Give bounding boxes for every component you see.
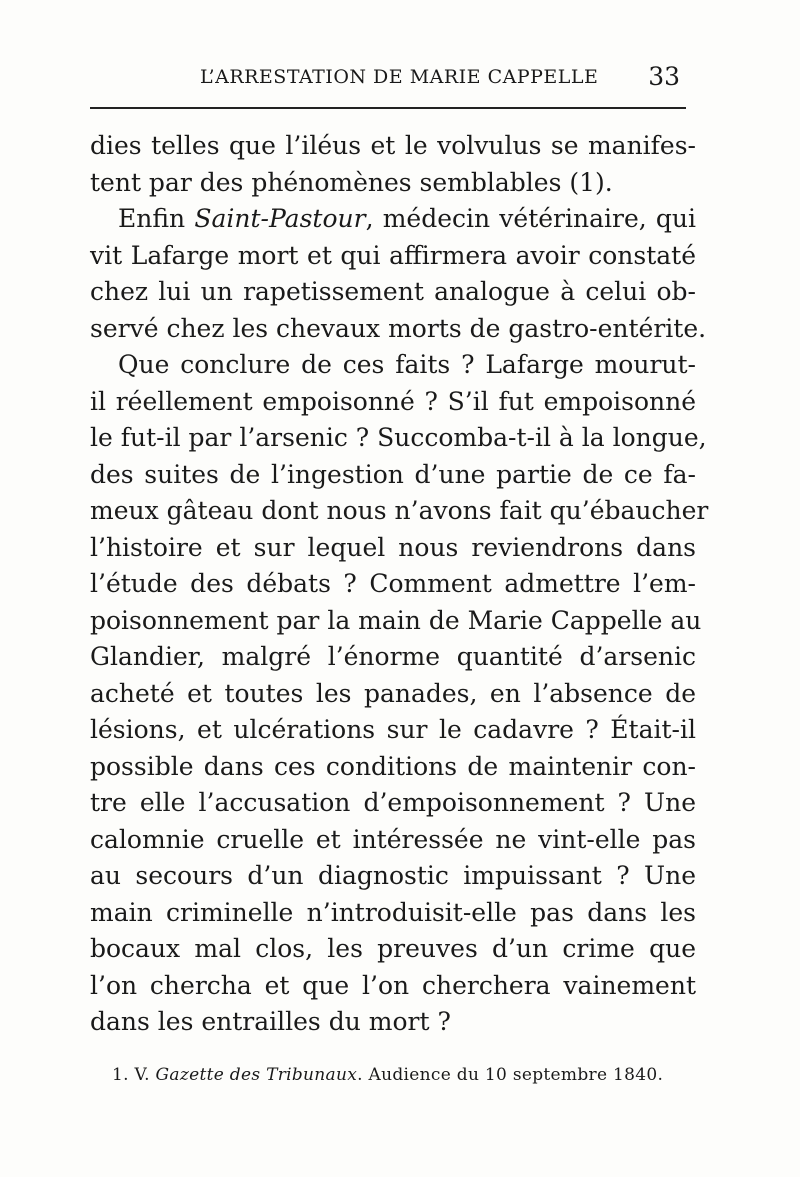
text-line: tre elle l’accusation d’empoisonnement ? Une xyxy=(90,788,696,817)
text-line: bocaux mal clos, les preuves d’un crime que xyxy=(90,934,696,963)
text-line: au secours d’un diagnostic impuissant ? Une xyxy=(90,861,696,890)
footnote-source: Gazette des Tribunaux xyxy=(155,1065,358,1085)
text-line: meux gâteau dont nous n’avons fait qu’ébaucher xyxy=(90,496,709,525)
body-text xyxy=(90,128,709,1041)
text-line: dies telles que l’iléus et le volvulus se manifes- xyxy=(90,131,696,160)
text-line: vit Lafarge mort et qui affirmera avoir constaté xyxy=(90,240,696,270)
text-line: possible dans ces conditions de maintenir con- xyxy=(90,751,696,781)
text-line: tent par des phénomènes semblables (1). xyxy=(90,167,613,197)
text-line: Glandier, malgré l’énorme quantité d’arsenic xyxy=(90,642,696,671)
page-number: 33 xyxy=(648,62,680,91)
text-line: poisonnement par la main de Marie Cappelle au xyxy=(90,605,702,635)
running-head xyxy=(90,62,690,98)
text-line: main criminelle n’introduisit-elle pas dans les xyxy=(90,897,696,927)
running-title: L’ARRESTATION DE MARIE CAPPELLE xyxy=(200,66,599,88)
text-line: il réellement empoisonné ? S’il fut empoisonné xyxy=(90,386,696,416)
italic-name: Saint-Pastour xyxy=(194,204,366,233)
text-fragment: , médecin vétérinaire, qui xyxy=(365,204,696,233)
text-line: des suites de l’ingestion d’une partie de ce fa- xyxy=(90,459,696,489)
text-line: servé chez les chevaux morts de gastro-entérite. xyxy=(90,313,707,343)
text-fragment: Enfin xyxy=(118,204,186,233)
text-line: dans les entrailles du mort ? xyxy=(90,1007,451,1036)
text-line: chez lui un rapetissement analogue à celui ob- xyxy=(90,277,696,306)
text-line: lésions, et ulcérations sur le cadavre ? Était-il xyxy=(90,715,696,744)
footnote-suffix: . Audience du 10 septembre 1840. xyxy=(357,1065,664,1085)
header-rule xyxy=(90,107,686,109)
text-line: l’histoire et sur lequel nous reviendrons dans xyxy=(90,532,696,562)
text-line: calomnie cruelle et intéressée ne vint-elle pas xyxy=(90,824,696,854)
text-line xyxy=(90,201,696,238)
text-line: l’étude des débats ? Comment admettre l’em- xyxy=(90,569,696,598)
footnote-prefix: 1. V. xyxy=(112,1065,156,1085)
text-line: acheté et toutes les panades, en l’absence de xyxy=(90,678,696,708)
footnote xyxy=(112,1065,663,1085)
text-line: Que conclure de ces faits ? Lafarge mourut- xyxy=(118,350,696,379)
text-line: l’on chercha et que l’on cherchera vainement xyxy=(90,970,696,1000)
text-line: le fut-il par l’arsenic ? Succomba-t-il à la longue, xyxy=(90,423,707,452)
